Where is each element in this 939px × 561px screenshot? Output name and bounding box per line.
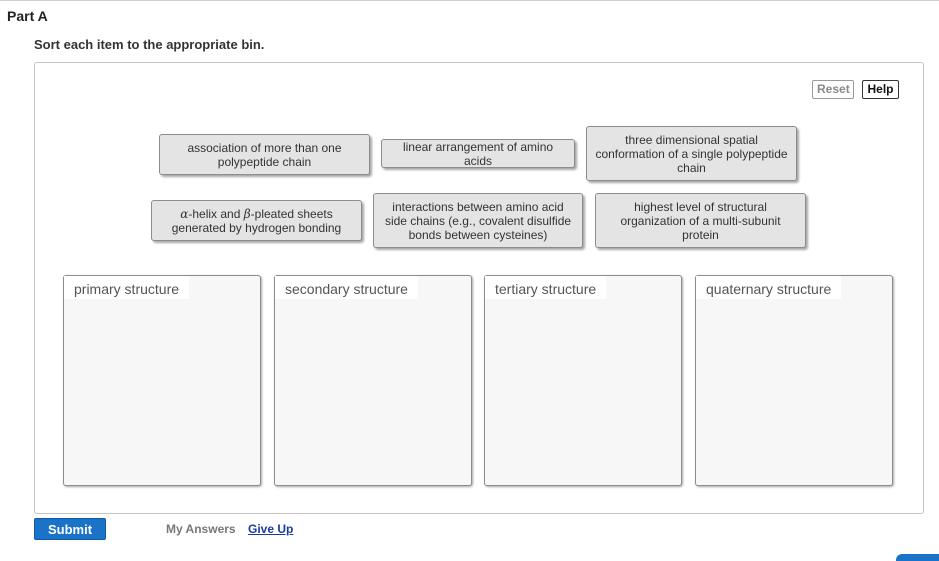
instructions-text: Sort each item to the appropriate bin. <box>34 37 265 52</box>
drag-item-interactions-description[interactable] <box>373 193 583 248</box>
drag-item-label <box>158 207 355 235</box>
drag-item-quaternary-description[interactable] <box>159 134 370 175</box>
drag-item-secondary-description[interactable] <box>151 200 362 241</box>
drag-item-label: three dimensional spatial conformation of a single polypeptide chain <box>595 132 788 175</box>
my-answers-label: My Answers <box>166 522 236 536</box>
drag-item-primary-description[interactable] <box>381 139 575 168</box>
give-up-link[interactable]: Give Up <box>248 522 294 536</box>
part-title: Part A <box>7 8 48 24</box>
reset-button[interactable]: Reset <box>812 80 854 99</box>
bin-label: primary structure <box>64 276 189 299</box>
top-divider <box>0 0 939 1</box>
beta-symbol: β <box>243 206 251 221</box>
bin-quaternary-structure[interactable] <box>695 275 893 486</box>
bin-tertiary-structure[interactable] <box>484 275 682 486</box>
help-button[interactable]: Help <box>862 80 899 99</box>
drag-item-label: interactions between amino acid side chains (e.g., covalent disulfide bonds between cysteines) <box>384 199 572 242</box>
alpha-symbol: α <box>180 206 189 221</box>
drag-item-label: linear arrangement of amino acids <box>402 139 554 168</box>
bin-label: secondary structure <box>275 276 418 299</box>
bin-label: quaternary structure <box>696 276 841 299</box>
submit-button[interactable]: Submit <box>34 518 106 540</box>
bin-label: tertiary structure <box>485 276 606 299</box>
drag-item-tertiary-description[interactable] <box>586 126 797 181</box>
bin-secondary-structure[interactable] <box>274 275 472 486</box>
drag-item-text-part: -pleated sheets generated by hydrogen bonding <box>171 206 342 235</box>
drag-item-label: association of more than one polypeptide chain <box>187 140 342 169</box>
drag-item-highest-level-description[interactable] <box>595 193 806 248</box>
drag-item-text-part: -helix and <box>188 206 244 221</box>
corner-tab[interactable] <box>896 554 939 561</box>
bin-primary-structure[interactable] <box>63 275 261 486</box>
drag-item-label: highest level of structural organization of a multi-subunit protein <box>620 199 781 242</box>
